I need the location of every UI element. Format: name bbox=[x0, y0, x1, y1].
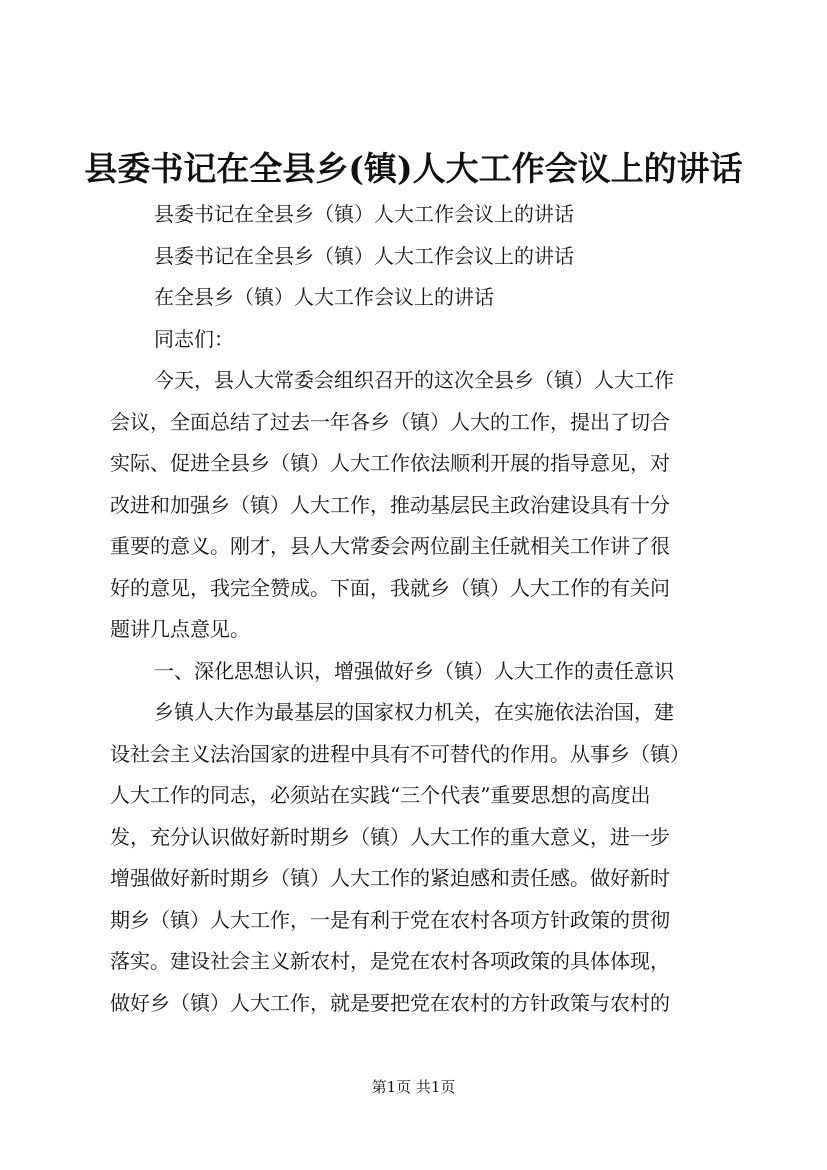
paragraph-line: 会议，全面总结了过去一年各乡（镇）人大的工作，提出了切合 bbox=[110, 409, 670, 434]
paragraph-line: 人大工作的同志，必须站在实践“三个代表”重要思想的高度出 bbox=[110, 783, 651, 807]
paragraph-line: 设社会主义法治国家的进程中具有不可替代的作用。从事乡（镇） bbox=[110, 741, 690, 766]
paragraph-line: 在全县乡（镇）人大工作会议上的讲话 bbox=[154, 285, 494, 309]
paragraph-line: 做好乡（镇）人大工作，就是要把党在农村的方针政策与农村的 bbox=[110, 990, 670, 1015]
paragraph-line: 同志们： bbox=[154, 326, 234, 351]
paragraph-line: 改进和加强乡（镇）人大工作，推动基层民主政治建设具有十分 bbox=[110, 492, 670, 517]
paragraph-line: 好的意见，我完全赞成。下面，我就乡（镇）人大工作的有关问 bbox=[110, 575, 670, 600]
page-footer: 第1页 共1页 bbox=[371, 1078, 456, 1096]
paragraph-line: 县委书记在全县乡（镇）人大工作会议上的讲话 bbox=[154, 202, 574, 226]
document-body bbox=[110, 194, 722, 1024]
paragraph-line: 发，充分认识做好新时期乡（镇）人大工作的重大意义，进一步 bbox=[110, 824, 670, 849]
paragraph-line: 期乡（镇）人大工作，一是有利于党在农村各项方针政策的贯彻 bbox=[110, 907, 670, 932]
paragraph-line: 增强做好新时期乡（镇）人大工作的紧迫感和责任感。做好新时 bbox=[110, 866, 670, 890]
paragraph-line: 落实。建设社会主义新农村，是党在农村各项政策的具体体现， bbox=[110, 949, 670, 973]
paragraph-line: 重要的意义。刚才，县人大常委会两位副主任就相关工作讲了很 bbox=[110, 534, 670, 558]
paragraph-line: 实际、促进全县乡（镇）人大工作依法顺利开展的指导意见，对 bbox=[110, 451, 670, 475]
document-title: 县委书记在全县乡(镇)人大工作会议上的讲话 bbox=[84, 149, 743, 188]
paragraph-line: 题讲几点意见。 bbox=[110, 617, 250, 641]
paragraph-line: 今天，县人大常委会组织召开的这次全县乡（镇）人大工作 bbox=[154, 368, 674, 392]
paragraph-line: 县委书记在全县乡（镇）人大工作会议上的讲话 bbox=[154, 243, 574, 268]
paragraph-line: 一、深化思想认识，增强做好乡（镇）人大工作的责任意识 bbox=[154, 658, 674, 683]
paragraph-line: 乡镇人大作为最基层的国家权力机关，在实施依法治国，建 bbox=[154, 700, 674, 724]
